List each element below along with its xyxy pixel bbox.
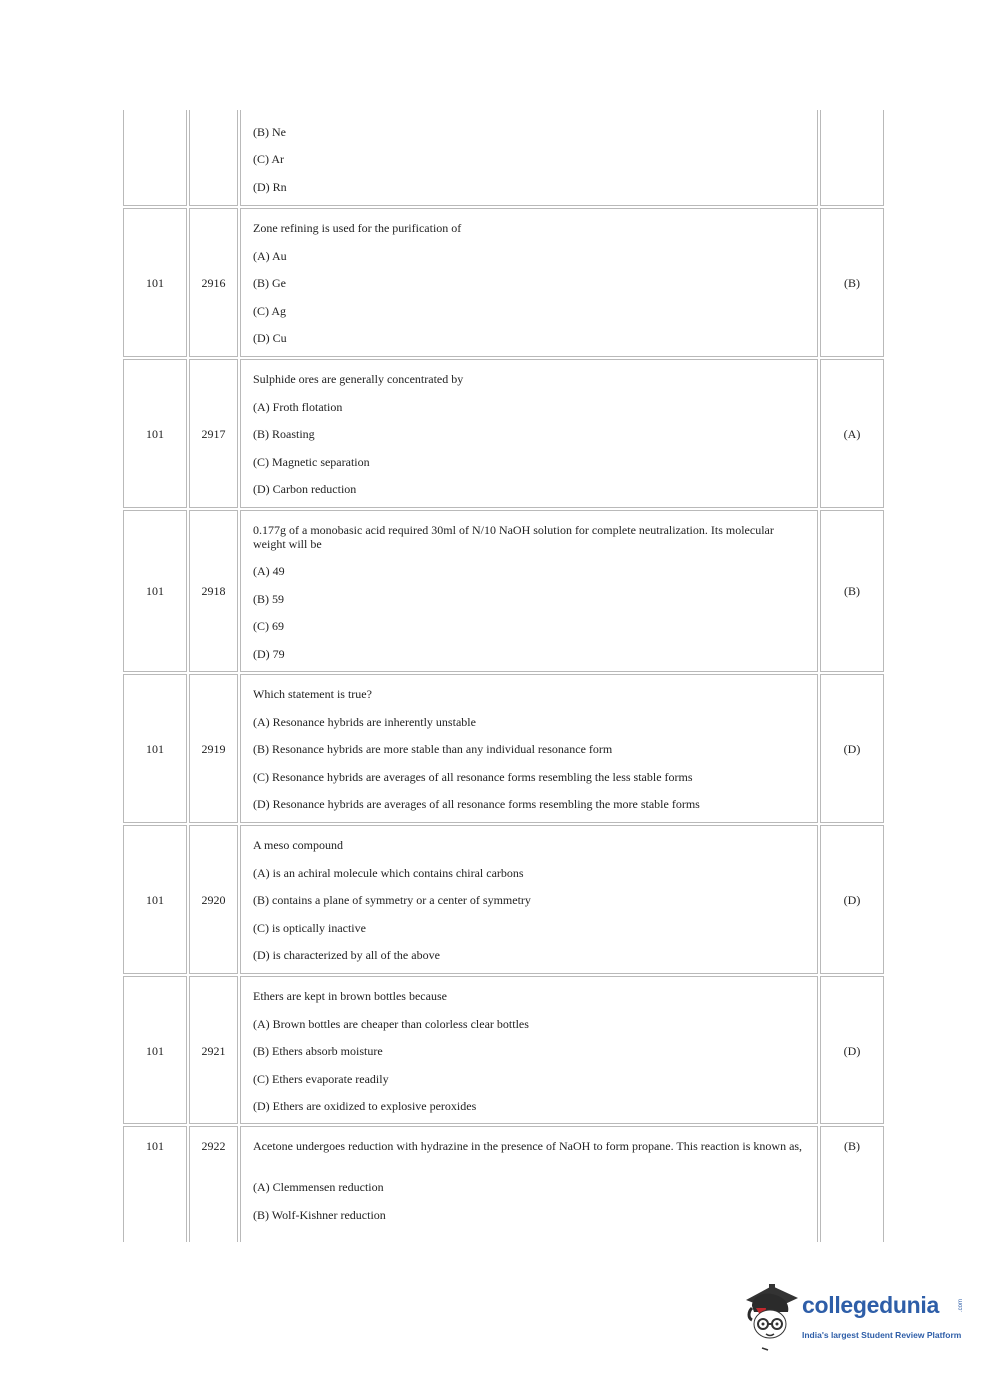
option: (B) contains a plane of symmetry or a center of symmetry: [253, 893, 531, 907]
question-cell: [240, 510, 818, 672]
option: (A) Clemmensen reduction: [253, 1180, 384, 1194]
paper-cell: [123, 510, 187, 672]
option: (A) Au: [253, 249, 287, 263]
option: (B) Ethers absorb moisture: [253, 1044, 383, 1058]
paper-cell: [123, 825, 187, 974]
table-row: [122, 510, 886, 672]
question-number-cell: [189, 825, 238, 974]
option: (B) 59: [253, 592, 284, 606]
option: (D) Rn: [253, 180, 287, 194]
question-number: 2921: [201, 1044, 226, 1058]
paper-cell: [123, 110, 187, 206]
answer-key: (D): [843, 1044, 861, 1058]
answer-key: (D): [843, 893, 861, 907]
paper-code: 101: [146, 276, 164, 290]
question-text: Acetone undergoes reduction with hydrazine in the presence of NaOH to form propane. This reaction is known as,: [253, 1139, 803, 1153]
option: (D) is characterized by all of the above: [253, 948, 440, 962]
table-row: [122, 1126, 886, 1242]
brand-suffix: .com: [958, 1299, 964, 1313]
answer-cell: [820, 1126, 884, 1242]
question-number: 2916: [201, 276, 226, 290]
question-text: Ethers are kept in brown bottles because: [253, 989, 447, 1003]
question-number-cell: [189, 1126, 238, 1242]
option: (D) Resonance hybrids are averages of all resonance forms resembling the more stable forms: [253, 797, 700, 811]
option: (A) is an achiral molecule which contains chiral carbons: [253, 866, 524, 880]
brand-name: collegedunia: [802, 1292, 939, 1318]
option: (C) Ethers evaporate readily: [253, 1072, 389, 1086]
answer-cell: [820, 510, 884, 672]
brand-tagline: India's largest Student Review Platform: [802, 1330, 962, 1340]
option: (D) Carbon reduction: [253, 482, 357, 496]
paper-cell: [123, 674, 187, 823]
option: (D) 79: [253, 647, 285, 661]
table-row: [122, 825, 886, 974]
question-number: 2922: [201, 1139, 226, 1153]
question-number-cell: [189, 208, 238, 357]
paper-cell: [123, 1126, 187, 1242]
option: (C) Ag: [253, 304, 286, 318]
question-cell: [240, 825, 818, 974]
question-text: 0.177g of a monobasic acid required 30ml of N/10 NaOH solution for complete neutralization. Its molecular weight will be: [253, 523, 774, 551]
question-cell: [240, 1126, 818, 1242]
paper-code: 101: [146, 1139, 164, 1153]
question-cell: [240, 674, 818, 823]
option: (A) Brown bottles are cheaper than colorless clear bottles: [253, 1017, 529, 1031]
option: (B) Ge: [253, 276, 286, 290]
question-text: Sulphide ores are generally concentrated by: [253, 372, 464, 386]
question-cell: [240, 110, 818, 206]
question-number: 2919: [201, 742, 226, 756]
option: (B) Roasting: [253, 427, 315, 441]
paper-cell: [123, 976, 187, 1124]
option: (D) Ethers are oxidized to explosive peroxides: [253, 1099, 477, 1113]
table-row: [122, 208, 886, 357]
question-cell: [240, 359, 818, 508]
table-row: [122, 110, 886, 206]
option: (C) is optically inactive: [253, 921, 366, 935]
mascot-icon: [742, 1282, 800, 1352]
answer-key: (D): [843, 742, 861, 756]
question-number: 2920: [201, 893, 226, 907]
answer-cell: [820, 359, 884, 508]
question-number-cell: [189, 674, 238, 823]
question-number: 2917: [201, 427, 226, 441]
option: (C) Resonance hybrids are averages of all resonance forms resembling the less stable forms: [253, 770, 693, 784]
table-row: [122, 674, 886, 823]
paper-code: 101: [146, 584, 164, 598]
option: (D) Cu: [253, 331, 287, 345]
answer-cell: [820, 110, 884, 206]
option: (C) Ar: [253, 152, 284, 166]
question-number-cell: [189, 510, 238, 672]
question-text: A meso compound: [253, 838, 343, 852]
question-number-cell: [189, 359, 238, 508]
question-text: Which statement is true?: [253, 687, 372, 701]
option: (C) 69: [253, 619, 284, 633]
answer-cell: [820, 825, 884, 974]
question-cell: [240, 208, 818, 357]
paper-code: 101: [146, 1044, 164, 1058]
option: (A) 49: [253, 564, 285, 578]
question-table: [122, 110, 886, 1242]
answer-cell: [820, 976, 884, 1124]
question-number-cell: [189, 976, 238, 1124]
answer-key: (A): [843, 427, 861, 441]
option: (A) Froth flotation: [253, 400, 343, 414]
question-cell: [240, 976, 818, 1124]
option: (A) Resonance hybrids are inherently unstable: [253, 715, 476, 729]
paper-code: 101: [146, 893, 164, 907]
question-text: Zone refining is used for the purification of: [253, 221, 462, 235]
question-number-cell: [189, 110, 238, 206]
answer-key: (B): [844, 584, 860, 598]
answer-cell: [820, 208, 884, 357]
option: (B) Resonance hybrids are more stable than any individual resonance form: [253, 742, 613, 756]
table-row: [122, 976, 886, 1124]
table-row: [122, 359, 886, 508]
answer-cell: [820, 674, 884, 823]
question-number: 2918: [201, 584, 226, 598]
option: (B) Ne: [253, 125, 286, 139]
paper-cell: [123, 359, 187, 508]
collegedunia-logo: [742, 1282, 972, 1352]
option: (B) Wolf-Kishner reduction: [253, 1208, 386, 1222]
paper-code: 101: [146, 742, 164, 756]
option: (C) Magnetic separation: [253, 455, 370, 469]
answer-key: (B): [844, 276, 860, 290]
paper-cell: [123, 208, 187, 357]
answer-key: (B): [844, 1139, 860, 1153]
paper-code: 101: [146, 427, 164, 441]
